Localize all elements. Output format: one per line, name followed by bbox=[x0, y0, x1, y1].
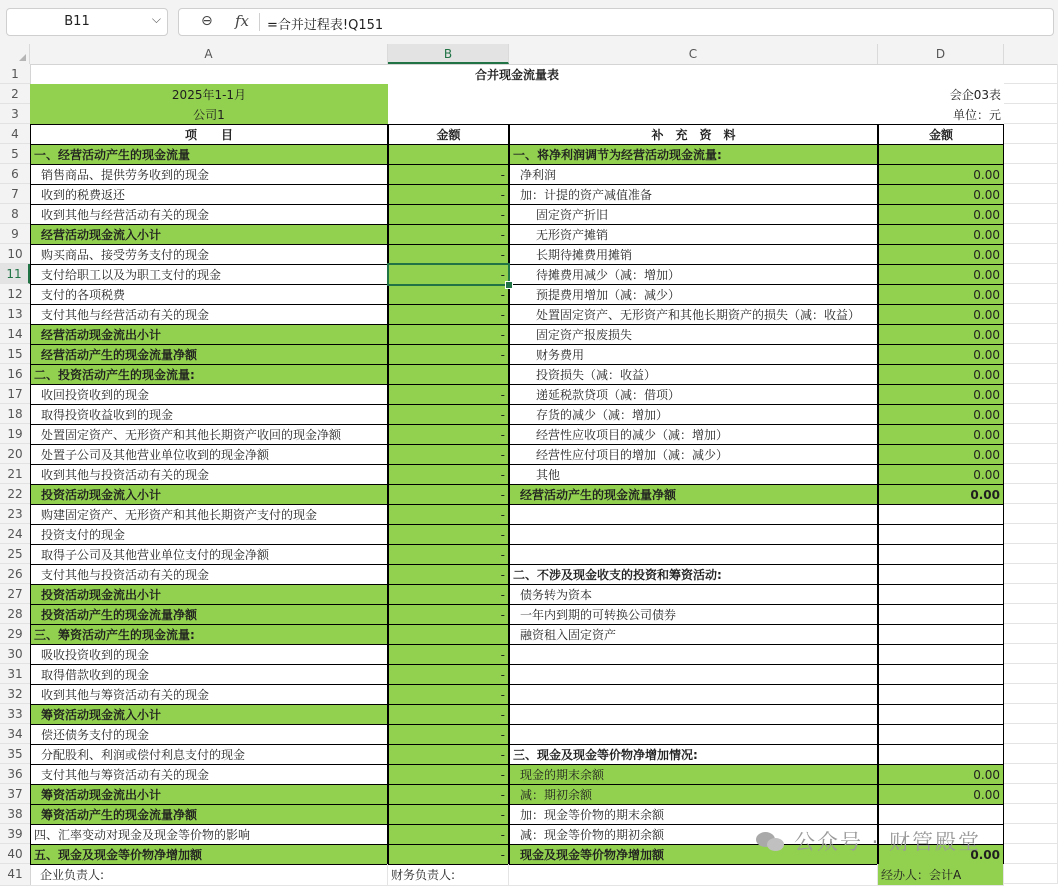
fill-handle[interactable] bbox=[505, 281, 513, 289]
cell-b21[interactable]: - bbox=[388, 464, 509, 485]
cell-c35[interactable]: 三、现金及现金等价物净增加情况: bbox=[509, 744, 878, 765]
cell-a26[interactable]: 支付其他与投资活动有关的现金 bbox=[30, 564, 388, 585]
cell-a13[interactable]: 支付其他与经营活动有关的现金 bbox=[30, 304, 388, 325]
cell-b26[interactable]: - bbox=[388, 564, 509, 585]
row-header-38[interactable]: 38 bbox=[0, 804, 30, 824]
cell-c14[interactable]: 固定资产报废损失 bbox=[509, 324, 878, 345]
cell-d24[interactable] bbox=[878, 524, 1004, 545]
cell-c9[interactable]: 无形资产摊销 bbox=[509, 224, 878, 245]
cell-a5[interactable]: 一、经营活动产生的现金流量 bbox=[30, 144, 388, 165]
cell-b28[interactable]: - bbox=[388, 604, 509, 625]
row-header-1[interactable]: 1 bbox=[0, 64, 30, 84]
cell-a41[interactable]: 企业负责人: bbox=[30, 864, 388, 886]
cell-b6[interactable]: - bbox=[388, 164, 509, 185]
column-header-bar bbox=[0, 44, 1058, 65]
divider bbox=[259, 13, 260, 31]
cell-a16[interactable]: 二、投资活动产生的现金流量: bbox=[30, 364, 388, 385]
cell-c31[interactable] bbox=[509, 664, 878, 685]
cell-a30[interactable]: 吸收投资收到的现金 bbox=[30, 644, 388, 665]
cell-e37[interactable] bbox=[1004, 784, 1058, 804]
cell-a2[interactable]: 2025年1-1月 bbox=[30, 84, 388, 105]
cell-a33[interactable]: 筹资活动现金流入小计 bbox=[30, 704, 388, 725]
cell-a11[interactable]: 支付给职工以及为职工支付的现金 bbox=[30, 264, 388, 285]
cell-a9[interactable]: 经营活动现金流入小计 bbox=[30, 224, 388, 245]
cell-b18[interactable]: - bbox=[388, 404, 509, 425]
cell-c13[interactable]: 处置固定资产、无形资产和其他长期资产的损失（减：收益） bbox=[509, 304, 878, 325]
cell-d31[interactable] bbox=[878, 664, 1004, 685]
cell-a35[interactable]: 分配股利、利润或偿付利息支付的现金 bbox=[30, 744, 388, 765]
column-header-d[interactable]: D bbox=[878, 44, 1004, 64]
cell-a25[interactable]: 取得子公司及其他营业单位支付的现金净额 bbox=[30, 544, 388, 565]
row-header-21[interactable]: 21 bbox=[0, 464, 30, 484]
cell-c40[interactable]: 现金及现金等价物净增加额 bbox=[509, 844, 878, 865]
cell-e1[interactable] bbox=[1004, 64, 1058, 84]
cell-b13[interactable]: - bbox=[388, 304, 509, 325]
cell-e11[interactable] bbox=[1004, 264, 1058, 284]
row-header-12[interactable]: 12 bbox=[0, 284, 30, 304]
cell-d15[interactable]: 0.00 bbox=[878, 344, 1004, 365]
function-icon[interactable]: fx bbox=[235, 12, 250, 30]
cell-d13[interactable]: 0.00 bbox=[878, 304, 1004, 325]
row-header-29[interactable]: 29 bbox=[0, 624, 30, 644]
cell-b41[interactable]: 财务负责人: bbox=[388, 864, 509, 886]
cell-e6[interactable] bbox=[1004, 164, 1058, 184]
formula-bar bbox=[0, 0, 1058, 45]
cell-abcd1[interactable]: 合并现金流量表 bbox=[474, 68, 559, 82]
cell-a39[interactable]: 四、汇率变动对现金及现金等价物的影响 bbox=[30, 824, 388, 845]
cell-b36[interactable]: - bbox=[388, 764, 509, 785]
chevron-down-icon[interactable]: ⌵ bbox=[151, 12, 161, 26]
cell-e25[interactable] bbox=[1004, 544, 1058, 564]
cell-b32[interactable]: - bbox=[388, 684, 509, 705]
cell-a23[interactable]: 购建固定资产、无形资产和其他长期资产支付的现金 bbox=[30, 504, 388, 525]
cell-c21[interactable]: 其他 bbox=[509, 464, 878, 485]
row-header-22[interactable]: 22 bbox=[0, 484, 30, 504]
cell-c8[interactable]: 固定资产折旧 bbox=[509, 204, 878, 225]
cell-c5[interactable]: 一、将净利润调节为经营活动现金流量: bbox=[509, 144, 878, 165]
cell-e29[interactable] bbox=[1004, 624, 1058, 644]
cell-e32[interactable] bbox=[1004, 684, 1058, 704]
cell-d29[interactable] bbox=[878, 624, 1004, 645]
row-header-41[interactable]: 41 bbox=[0, 864, 30, 886]
cell-d34[interactable] bbox=[878, 724, 1004, 745]
name-box[interactable] bbox=[6, 8, 168, 36]
cell-a7[interactable]: 收到的税费返还 bbox=[30, 184, 388, 205]
cell-d32[interactable] bbox=[878, 684, 1004, 705]
cell-a12[interactable]: 支付的各项税费 bbox=[30, 284, 388, 305]
cell-e40[interactable] bbox=[1004, 844, 1058, 864]
cell-reference: B11 bbox=[64, 14, 90, 29]
cell-b27[interactable]: - bbox=[388, 584, 509, 605]
cell-b20[interactable]: - bbox=[388, 444, 509, 465]
row-header-2[interactable]: 2 bbox=[0, 84, 30, 104]
row-header-39[interactable]: 39 bbox=[0, 824, 30, 844]
cell-b17[interactable]: - bbox=[388, 384, 509, 405]
cell-a32[interactable]: 收到其他与筹资活动有关的现金 bbox=[30, 684, 388, 705]
cell-e38[interactable] bbox=[1004, 804, 1058, 824]
watermark bbox=[756, 826, 981, 856]
cell-b39[interactable]: - bbox=[388, 824, 509, 845]
row-header-20[interactable]: 20 bbox=[0, 444, 30, 464]
cell-a29[interactable]: 三、筹资活动产生的现金流量: bbox=[30, 624, 388, 645]
cell-c38[interactable]: 加：现金等价物的期末余额 bbox=[509, 804, 878, 825]
cell-e5[interactable] bbox=[1004, 144, 1058, 164]
cell-d8[interactable]: 0.00 bbox=[878, 204, 1004, 225]
cell-c36[interactable]: 现金的期末余额 bbox=[509, 764, 878, 785]
cell-d36[interactable]: 0.00 bbox=[878, 764, 1004, 785]
row-header-19[interactable]: 19 bbox=[0, 424, 30, 444]
cell-b14[interactable]: - bbox=[388, 324, 509, 345]
cell-d16[interactable]: 0.00 bbox=[878, 364, 1004, 385]
cell-c4[interactable]: 补 充 资 料 bbox=[509, 124, 878, 145]
cell-a27[interactable]: 投资活动现金流出小计 bbox=[30, 584, 388, 605]
cell-c20[interactable]: 经营性应付项目的增加（减：减少） bbox=[509, 444, 878, 465]
cell-e13[interactable] bbox=[1004, 304, 1058, 324]
cell-d17[interactable]: 0.00 bbox=[878, 384, 1004, 405]
watermark-text: 公众号 · 财管殿堂 bbox=[794, 830, 982, 854]
row-header-30[interactable]: 30 bbox=[0, 644, 30, 664]
cell-d7[interactable]: 0.00 bbox=[878, 184, 1004, 205]
cell-c22[interactable]: 经营活动产生的现金流量净额 bbox=[509, 484, 878, 505]
cell-d3[interactable]: 单位：元 bbox=[952, 108, 1001, 122]
cell-e26[interactable] bbox=[1004, 564, 1058, 584]
row-header-3[interactable]: 3 bbox=[0, 104, 30, 124]
row-header-4[interactable]: 4 bbox=[0, 124, 30, 144]
cell-b29[interactable] bbox=[388, 624, 509, 645]
cell-e30[interactable] bbox=[1004, 644, 1058, 664]
row-header-28[interactable]: 28 bbox=[0, 604, 30, 624]
cell-c27[interactable]: 债务转为资本 bbox=[509, 584, 878, 605]
row-header-32[interactable]: 32 bbox=[0, 684, 30, 704]
cell-c10[interactable]: 长期待摊费用摊销 bbox=[509, 244, 878, 265]
cell-d37[interactable]: 0.00 bbox=[878, 784, 1004, 805]
cell-d11[interactable]: 0.00 bbox=[878, 264, 1004, 285]
row-header-36[interactable]: 36 bbox=[0, 764, 30, 784]
cell-c26[interactable]: 二、不涉及现金收支的投资和筹资活动: bbox=[509, 564, 878, 585]
cell-b38[interactable]: - bbox=[388, 804, 509, 825]
cell-d38[interactable] bbox=[878, 804, 1004, 825]
cell-c11[interactable]: 待摊费用减少（减：增加） bbox=[509, 264, 878, 285]
cell-b22[interactable]: - bbox=[388, 484, 509, 505]
cell-d40[interactable]: 0.00 bbox=[878, 844, 1004, 865]
column-header-b[interactable]: B bbox=[388, 44, 509, 64]
cell-c15[interactable]: 财务费用 bbox=[509, 344, 878, 365]
cell-c30[interactable] bbox=[509, 644, 878, 665]
cell-e33[interactable] bbox=[1004, 704, 1058, 724]
cell-e22[interactable] bbox=[1004, 484, 1058, 504]
cell-b15[interactable]: - bbox=[388, 344, 509, 365]
cell-c34[interactable] bbox=[509, 724, 878, 745]
cell-d18[interactable]: 0.00 bbox=[878, 404, 1004, 425]
row-header-40[interactable]: 40 bbox=[0, 844, 30, 864]
cell-c28[interactable]: 一年内到期的可转换公司债券 bbox=[509, 604, 878, 625]
cell-d35[interactable] bbox=[878, 744, 1004, 765]
cell-e9[interactable] bbox=[1004, 224, 1058, 244]
cell-e35[interactable] bbox=[1004, 744, 1058, 764]
cell-d41[interactable]: 经办人：会计A bbox=[878, 864, 1004, 886]
cell-a38[interactable]: 筹资活动产生的现金流量净额 bbox=[30, 804, 388, 825]
cell-d21[interactable]: 0.00 bbox=[878, 464, 1004, 485]
cell-b5[interactable] bbox=[388, 144, 509, 165]
cell-e19[interactable] bbox=[1004, 424, 1058, 444]
cell-e41[interactable] bbox=[1004, 864, 1058, 884]
cell-d28[interactable] bbox=[878, 604, 1004, 625]
cell-d30[interactable] bbox=[878, 644, 1004, 665]
cell-d22[interactable]: 0.00 bbox=[878, 484, 1004, 505]
cell-e15[interactable] bbox=[1004, 344, 1058, 364]
row-header-10[interactable]: 10 bbox=[0, 244, 30, 264]
row-header-6[interactable]: 6 bbox=[0, 164, 30, 184]
row-header-31[interactable]: 31 bbox=[0, 664, 30, 684]
cell-b33[interactable]: - bbox=[388, 704, 509, 725]
cell-b7[interactable]: - bbox=[388, 184, 509, 205]
cell-e34[interactable] bbox=[1004, 724, 1058, 744]
cell-e36[interactable] bbox=[1004, 764, 1058, 784]
row-header-35[interactable]: 35 bbox=[0, 744, 30, 764]
cell-a21[interactable]: 收到其他与投资活动有关的现金 bbox=[30, 464, 388, 485]
cell-e21[interactable] bbox=[1004, 464, 1058, 484]
cell-c29[interactable]: 融资租入固定资产 bbox=[509, 624, 878, 645]
row-header-26[interactable]: 26 bbox=[0, 564, 30, 584]
wechat-icon bbox=[756, 830, 786, 852]
cell-e7[interactable] bbox=[1004, 184, 1058, 204]
cell-a31[interactable]: 取得借款收到的现金 bbox=[30, 664, 388, 685]
cell-a15[interactable]: 经营活动产生的现金流量净额 bbox=[30, 344, 388, 365]
cell-c24[interactable] bbox=[509, 524, 878, 545]
cell-c17[interactable]: 递延税款贷项（减：借项） bbox=[509, 384, 878, 405]
column-header-c[interactable]: C bbox=[509, 44, 878, 64]
cell-b16[interactable] bbox=[388, 364, 509, 385]
cell-d6[interactable]: 0.00 bbox=[878, 164, 1004, 185]
cell-a19[interactable]: 处置固定资产、无形资产和其他长期资产收回的现金净额 bbox=[30, 424, 388, 445]
cell-a24[interactable]: 投资支付的现金 bbox=[30, 524, 388, 545]
row-header-34[interactable]: 34 bbox=[0, 724, 30, 744]
cell-c33[interactable] bbox=[509, 704, 878, 725]
cell-c7[interactable]: 加：计提的资产减值准备 bbox=[509, 184, 878, 205]
cell-c18[interactable]: 存货的减少（减：增加） bbox=[509, 404, 878, 425]
cell-c12[interactable]: 预提费用增加（减：减少） bbox=[509, 284, 878, 305]
cell-d33[interactable] bbox=[878, 704, 1004, 725]
cell-d4[interactable]: 金额 bbox=[878, 124, 1004, 145]
row-header-37[interactable]: 37 bbox=[0, 784, 30, 804]
cell-b10[interactable]: - bbox=[388, 244, 509, 265]
cell-b12[interactable]: - bbox=[388, 284, 509, 305]
cell-a18[interactable]: 取得投资收益收到的现金 bbox=[30, 404, 388, 425]
cell-d12[interactable]: 0.00 bbox=[878, 284, 1004, 305]
cell-e39[interactable] bbox=[1004, 824, 1058, 844]
select-all-corner[interactable] bbox=[0, 44, 30, 64]
cell-d10[interactable]: 0.00 bbox=[878, 244, 1004, 265]
cell-c6[interactable]: 净利润 bbox=[509, 164, 878, 185]
cell-e4[interactable] bbox=[1004, 124, 1058, 144]
cell-c19[interactable]: 经营性应收项目的减少（减：增加） bbox=[509, 424, 878, 445]
cell-a3[interactable]: 公司1 bbox=[30, 104, 388, 125]
cell-d14[interactable]: 0.00 bbox=[878, 324, 1004, 345]
cell-a8[interactable]: 收到其他与经营活动有关的现金 bbox=[30, 204, 388, 225]
cell-c39[interactable]: 减：现金等价物的期初余额 bbox=[509, 824, 878, 845]
cell-c23[interactable] bbox=[509, 504, 878, 525]
cell-c37[interactable]: 减：期初余额 bbox=[509, 784, 878, 805]
cell-b24[interactable]: - bbox=[388, 524, 509, 545]
cell-b19[interactable]: - bbox=[388, 424, 509, 445]
cell-c16[interactable]: 投资损失（减：收益） bbox=[509, 364, 878, 385]
cell-e2[interactable] bbox=[1004, 84, 1058, 104]
row-header-17[interactable]: 17 bbox=[0, 384, 30, 404]
cell-a14[interactable]: 经营活动现金流出小计 bbox=[30, 324, 388, 345]
cell-b11[interactable]: - bbox=[388, 264, 509, 285]
cell-e24[interactable] bbox=[1004, 524, 1058, 544]
cell-a17[interactable]: 收回投资收到的现金 bbox=[30, 384, 388, 405]
cell-a22[interactable]: 投资活动现金流入小计 bbox=[30, 484, 388, 505]
cell-e8[interactable] bbox=[1004, 204, 1058, 224]
row-header-11[interactable]: 11 bbox=[0, 264, 30, 284]
cell-e20[interactable] bbox=[1004, 444, 1058, 464]
cell-e18[interactable] bbox=[1004, 404, 1058, 424]
cell-d25[interactable] bbox=[878, 544, 1004, 565]
cell-bc3[interactable] bbox=[388, 104, 878, 125]
row-header-25[interactable]: 25 bbox=[0, 544, 30, 564]
cell-b40[interactable]: - bbox=[388, 844, 509, 865]
cell-b25[interactable]: - bbox=[388, 544, 509, 565]
cell-b34[interactable]: - bbox=[388, 724, 509, 745]
cell-a28[interactable]: 投资活动产生的现金流量净额 bbox=[30, 604, 388, 625]
cell-b8[interactable]: - bbox=[388, 204, 509, 225]
row-header-7[interactable]: 7 bbox=[0, 184, 30, 204]
row-header-27[interactable]: 27 bbox=[0, 584, 30, 604]
cell-d20[interactable]: 0.00 bbox=[878, 444, 1004, 465]
row-header-15[interactable]: 15 bbox=[0, 344, 30, 364]
cell-d27[interactable] bbox=[878, 584, 1004, 605]
row-header-16[interactable]: 16 bbox=[0, 364, 30, 384]
cell-e16[interactable] bbox=[1004, 364, 1058, 384]
row-header-bar bbox=[0, 64, 31, 886]
row-header-24[interactable]: 24 bbox=[0, 524, 30, 544]
row-header-18[interactable]: 18 bbox=[0, 404, 30, 424]
cell-a20[interactable]: 处置子公司及其他营业单位收到的现金净额 bbox=[30, 444, 388, 465]
row-header-14[interactable]: 14 bbox=[0, 324, 30, 344]
row-header-8[interactable]: 8 bbox=[0, 204, 30, 224]
cell-a4[interactable]: 项 目 bbox=[30, 124, 388, 145]
cell-e28[interactable] bbox=[1004, 604, 1058, 624]
zoom-icon[interactable]: ⊖ bbox=[201, 13, 213, 29]
row-header-23[interactable]: 23 bbox=[0, 504, 30, 524]
cell-e12[interactable] bbox=[1004, 284, 1058, 304]
cell-c32[interactable] bbox=[509, 684, 878, 705]
row-header-13[interactable]: 13 bbox=[0, 304, 30, 324]
cell-e10[interactable] bbox=[1004, 244, 1058, 264]
cell-e17[interactable] bbox=[1004, 384, 1058, 404]
cell-c41[interactable] bbox=[509, 864, 878, 886]
cell-b37[interactable]: - bbox=[388, 784, 509, 805]
cell-a6[interactable]: 销售商品、提供劳务收到的现金 bbox=[30, 164, 388, 185]
cell-b31[interactable]: - bbox=[388, 664, 509, 685]
cell-d19[interactable]: 0.00 bbox=[878, 424, 1004, 445]
cell-c25[interactable] bbox=[509, 544, 878, 565]
cell-e23[interactable] bbox=[1004, 504, 1058, 524]
cell-e14[interactable] bbox=[1004, 324, 1058, 344]
cell-a36[interactable]: 支付其他与筹资活动有关的现金 bbox=[30, 764, 388, 785]
column-header-a[interactable]: A bbox=[30, 44, 388, 64]
formula-input[interactable] bbox=[178, 8, 1054, 36]
cell-e3[interactable] bbox=[1004, 104, 1058, 124]
row-header-5[interactable]: 5 bbox=[0, 144, 30, 164]
row-header-33[interactable]: 33 bbox=[0, 704, 30, 724]
cell-a40[interactable]: 五、现金及现金等价物净增加额 bbox=[30, 844, 388, 865]
cell-d26[interactable] bbox=[878, 564, 1004, 585]
cell-e27[interactable] bbox=[1004, 584, 1058, 604]
cell-b30[interactable]: - bbox=[388, 644, 509, 665]
formula-text[interactable]: =合并过程表!Q151 bbox=[267, 18, 384, 33]
cell-d9[interactable]: 0.00 bbox=[878, 224, 1004, 245]
cell-b9[interactable]: - bbox=[388, 224, 509, 245]
cell-a37[interactable]: 筹资活动现金流出小计 bbox=[30, 784, 388, 805]
cell-b35[interactable]: - bbox=[388, 744, 509, 765]
cell-b23[interactable]: - bbox=[388, 504, 509, 525]
cell-e31[interactable] bbox=[1004, 664, 1058, 684]
cell-d5[interactable] bbox=[878, 144, 1004, 165]
row-header-9[interactable]: 9 bbox=[0, 224, 30, 244]
cell-b4[interactable]: 金额 bbox=[388, 124, 509, 145]
cell-d2[interactable]: 会企03表 bbox=[949, 88, 1001, 102]
cell-d23[interactable] bbox=[878, 504, 1004, 525]
cell-bc2[interactable] bbox=[388, 84, 878, 105]
cell-a10[interactable]: 购买商品、接受劳务支付的现金 bbox=[30, 244, 388, 265]
cell-a34[interactable]: 偿还债务支付的现金 bbox=[30, 724, 388, 745]
